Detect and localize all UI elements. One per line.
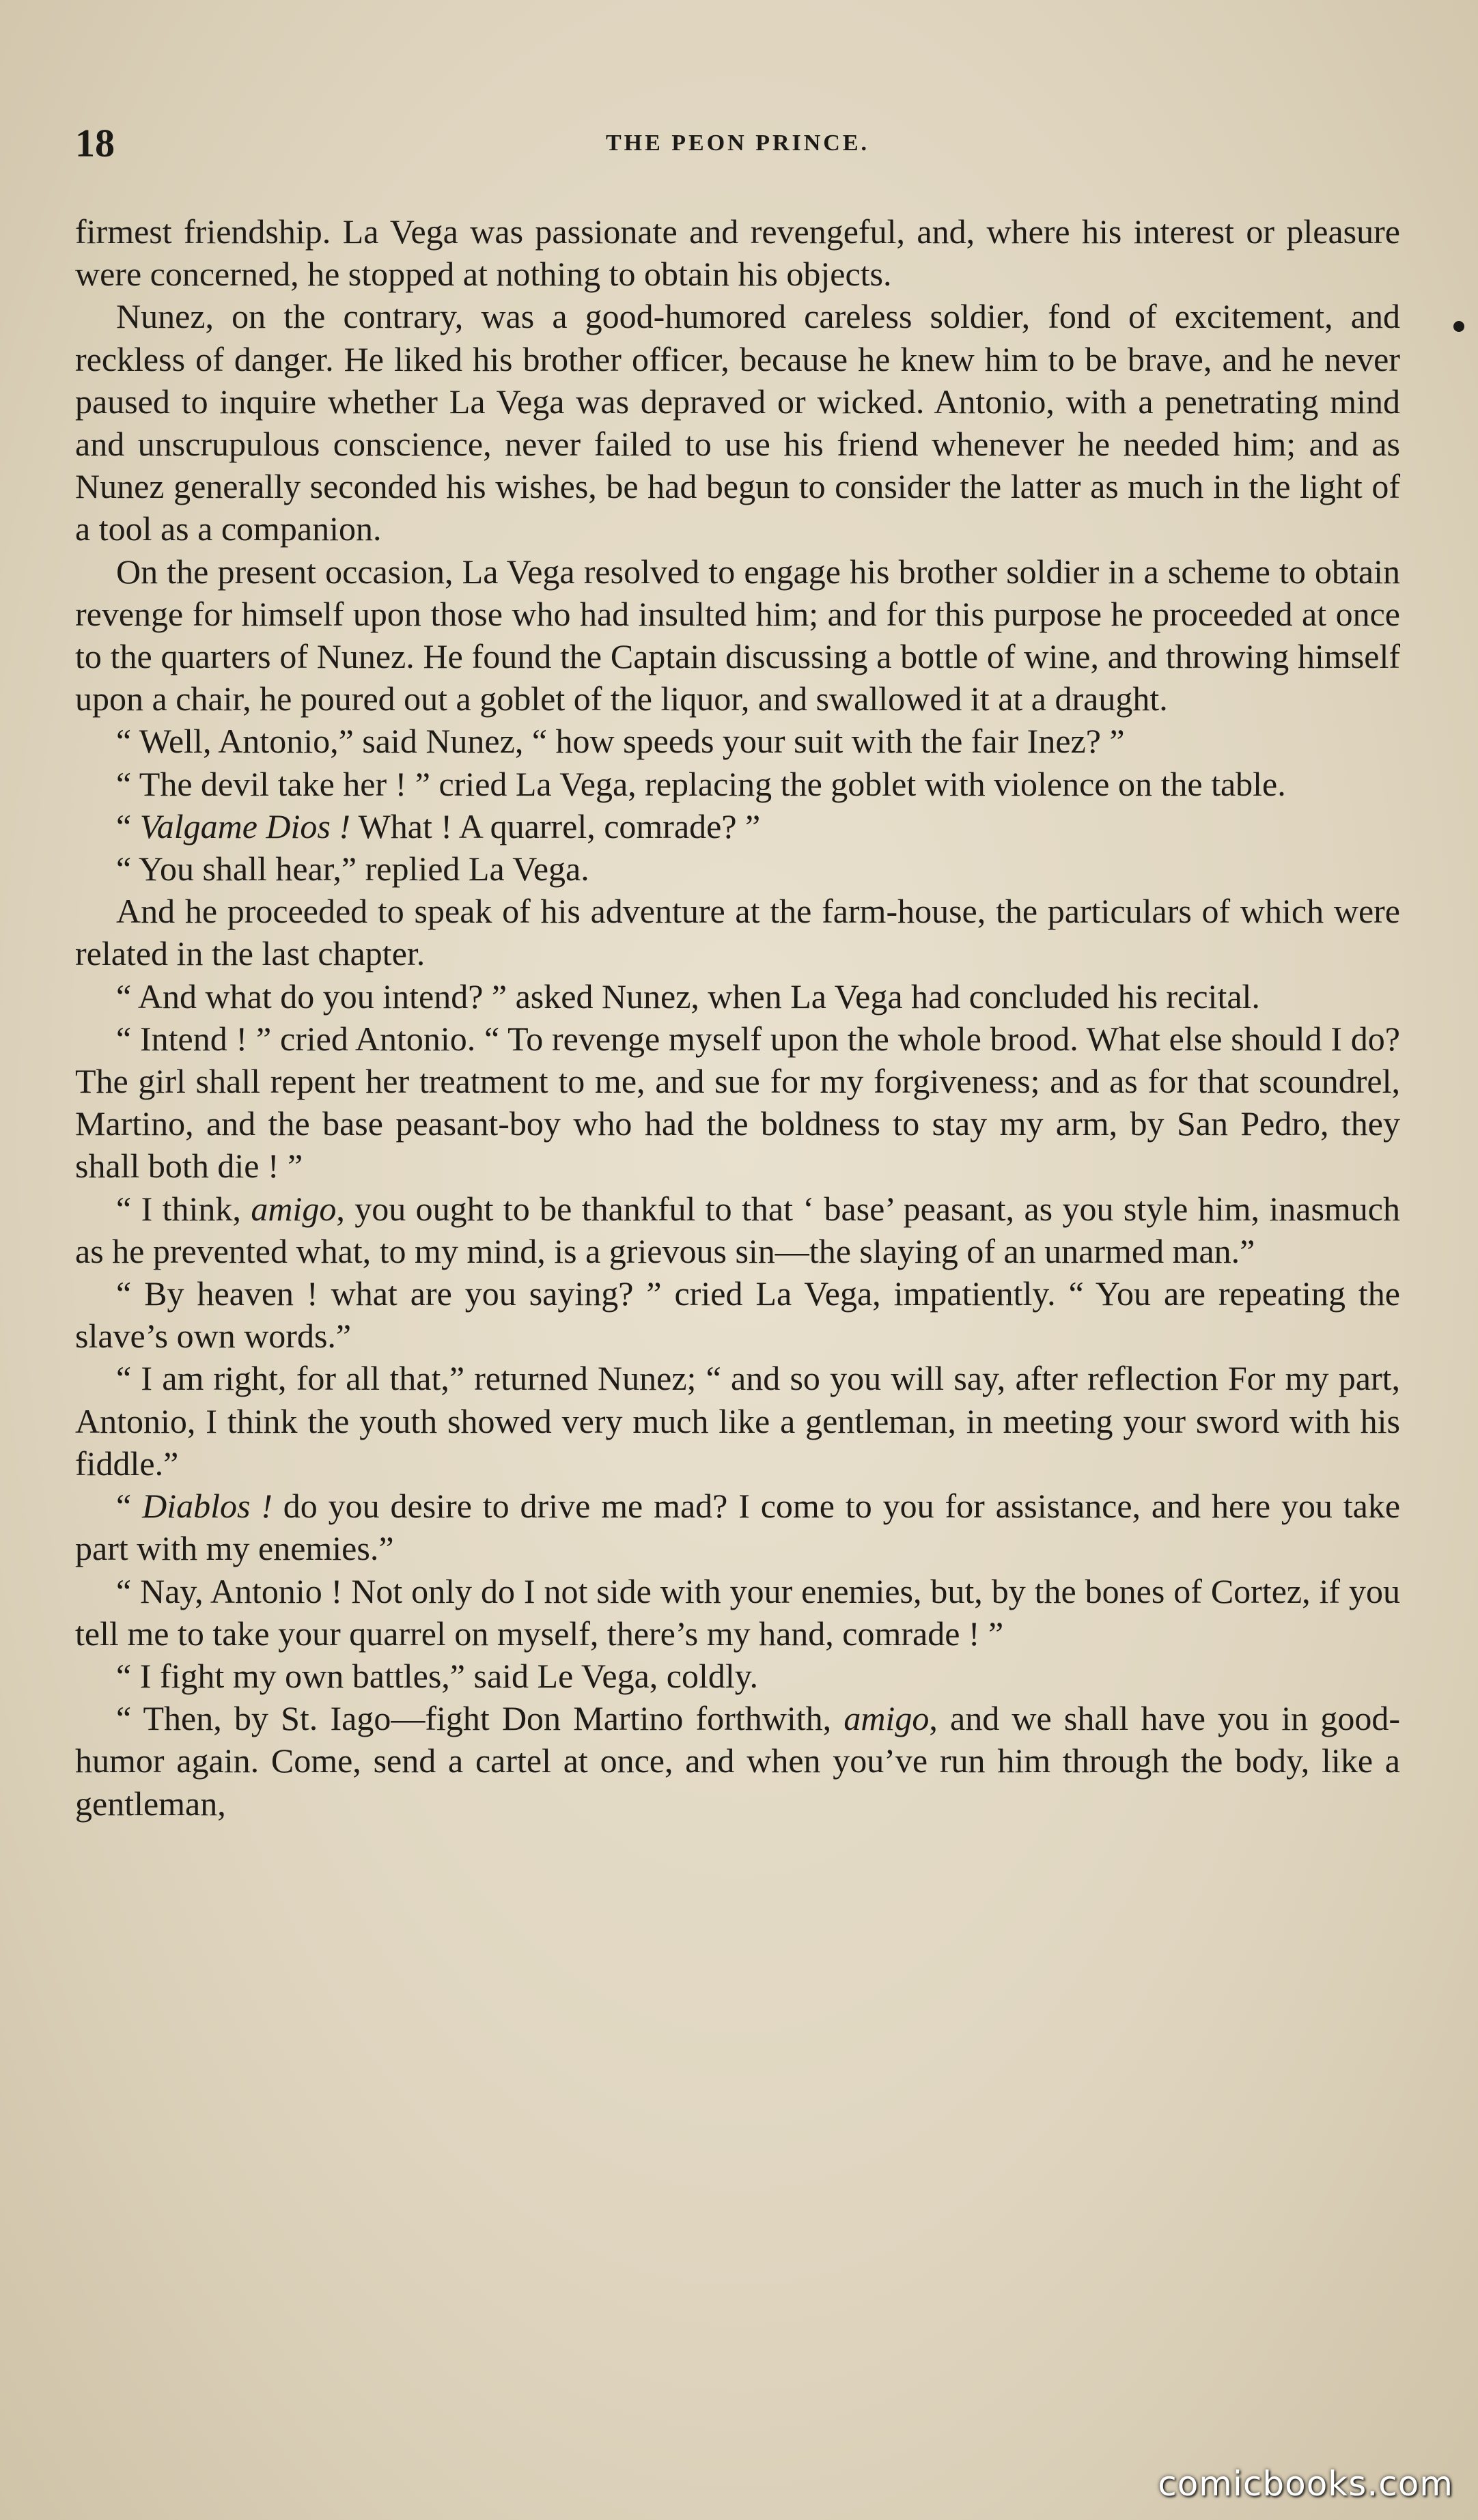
paragraph bbox=[75, 1697, 1400, 1825]
quote-mark: “ bbox=[116, 807, 140, 845]
paragraph: Nunez, on the contrary, was a good-humored careless soldier, fond of excitement, and reckless of danger. He liked his brother officer, because he knew him to be brave, and he never paused to inquire whether La Vega was depraved or wicked. Antonio, with a penetrating mind and unscrupulous conscience, never failed to use his friend whenever he needed him; and as Nunez generally seconded his wishes, be had begun to consider the latter as much in the light of a tool as a companion. bbox=[75, 297, 1400, 548]
paragraph bbox=[75, 1188, 1400, 1272]
paragraph: “ Intend ! ” cried Antonio. “ To revenge myself upon the whole brood. What else should I do? The girl shall repent her treatment to me, and sue for my forgiveness; and as for that scoundrel, Martino, and the base peasant-boy who had the boldness to stay my arm, by San Pedro, they shall both die ! ” bbox=[75, 1019, 1400, 1186]
running-title: THE PEON PRINCE. bbox=[605, 130, 870, 156]
paragraph-text: , you ought to be thankful to that ‘ base’ peasant, as you style him, inasmuch as he prevented what, to my mind, is a grievous sin—the slaying of an unarmed man.” bbox=[75, 1189, 1400, 1270]
source-watermark: comicbooks.com bbox=[1158, 2464, 1453, 2504]
paragraph: “ The devil take her ! ” cried La Vega, replacing the goblet with violence on the table. bbox=[116, 764, 1286, 803]
paragraph-text: , and we shall have you in good-humor again. Come, send a cartel at once, and when you’ve run him through the body, like a gentleman, bbox=[75, 1699, 1401, 1823]
paragraph bbox=[75, 1485, 1400, 1569]
paragraph: “ By heaven ! what are you saying? ” cried La Vega, impatiently. “ You are repeating the slave’s own words.” bbox=[75, 1274, 1400, 1356]
paragraph: firmest friendship. La Vega was passionate and revengeful, and, where his interest or pleasure were concerned, he stopped at nothing to obtain his objects. bbox=[75, 212, 1400, 294]
paragraph-text: What ! A quarrel, comrade? ” bbox=[350, 807, 761, 845]
body-text bbox=[75, 210, 1400, 1825]
paragraph: “ I fight my own battles,” said Le Vega, coldly. bbox=[116, 1656, 759, 1695]
paragraph: And he proceeded to speak of his adventure at the farm-house, the particulars of which were related in the last chapter. bbox=[75, 892, 1400, 973]
page-header bbox=[75, 116, 1400, 171]
paragraph: “ You shall hear,” replied La Vega. bbox=[116, 850, 589, 888]
paragraph: “ And what do you intend? ” asked Nunez, when La Vega had concluded his recital. bbox=[116, 977, 1260, 1016]
italic-phrase: Valgame Dios ! bbox=[139, 807, 351, 845]
italic-phrase: amigo bbox=[251, 1189, 337, 1228]
paragraph: “ I am right, for all that,” returned Nunez; “ and so you will say, after reflection For my part, Antonio, I think the youth showed very much like a gentleman, in meeting your sword with his fiddle.” bbox=[75, 1359, 1400, 1483]
paragraph-text: do you desire to drive me mad? I come to you for assistance, and here you take part with my enemies.” bbox=[75, 1487, 1401, 1568]
italic-phrase: Diablos ! bbox=[142, 1487, 273, 1526]
paragraph: “ Nay, Antonio ! Not only do I not side with your enemies, but, by the bones of Cortez, if you tell me to take your quarrel on myself, there’s my hand, comrade ! ” bbox=[75, 1571, 1400, 1653]
page-number: 18 bbox=[75, 121, 115, 165]
italic-phrase: amigo bbox=[843, 1699, 930, 1738]
ink-spot bbox=[1453, 321, 1464, 332]
paragraph-text: “ Then, by St. Iago—fight Don Martino forthwith, bbox=[116, 1699, 844, 1738]
quote-mark: “ bbox=[116, 1487, 143, 1526]
paragraph bbox=[75, 805, 1400, 848]
paragraph: “ Well, Antonio,” said Nunez, “ how speeds your suit with the fair Inez? ” bbox=[116, 722, 1125, 761]
paragraph: On the present occasion, La Vega resolved to engage his brother soldier in a scheme to obtain revenge for himself upon those who had insulted him; and for this purpose he proceeded at once to the quarters of Nunez. He found the Captain discussing a bottle of wine, and throwing himself upon a chair, he poured out a goblet of the liquor, and swallowed it at a draught. bbox=[75, 552, 1400, 718]
paragraph-text: “ I think, bbox=[116, 1189, 251, 1228]
